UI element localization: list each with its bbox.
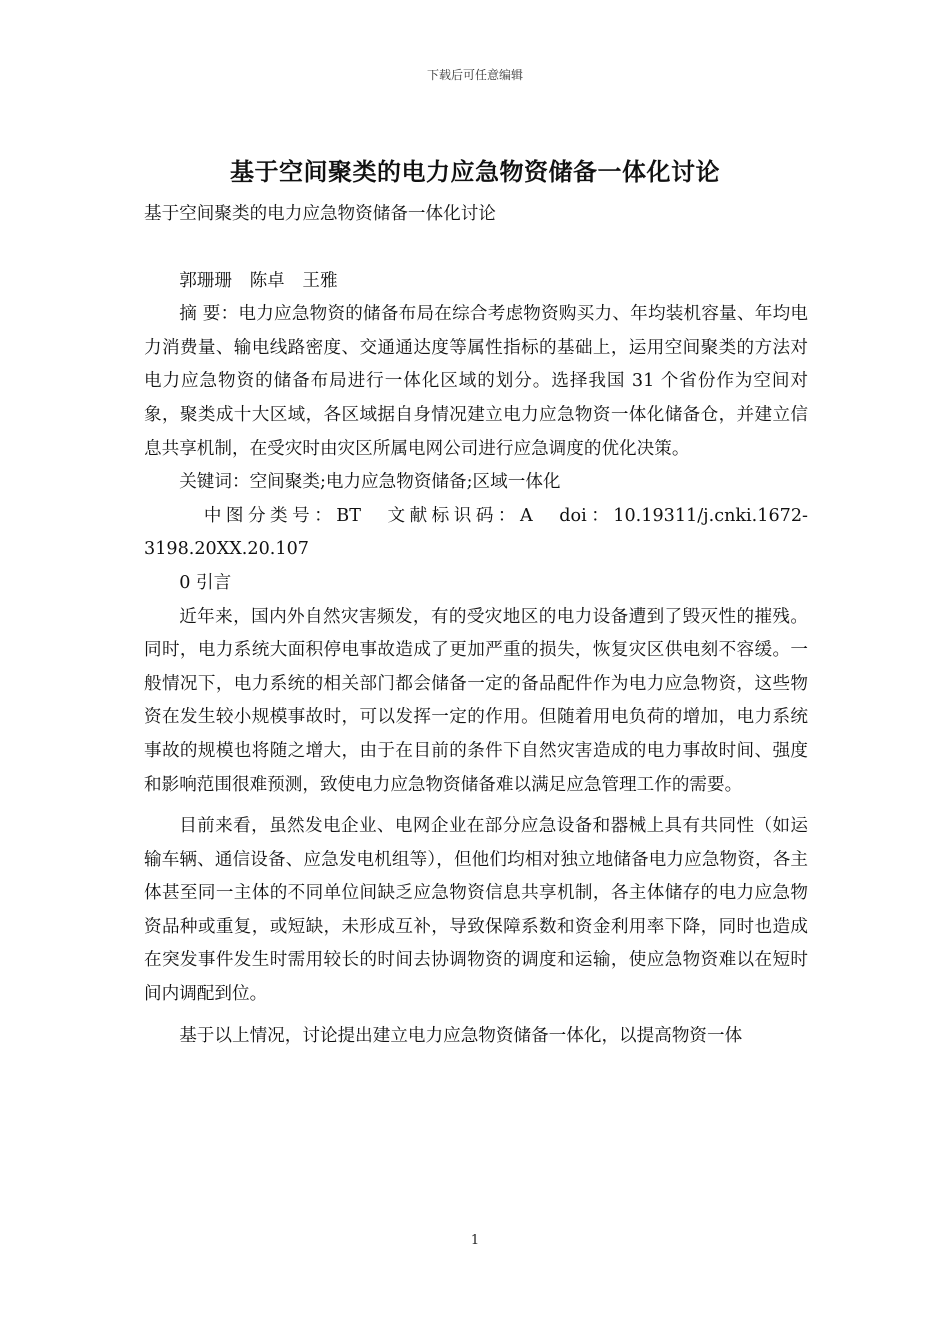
authors: 郭珊珊 陈卓 王雅 [179,270,338,291]
body-paragraph: 基于以上情况，讨论提出建立电力应急物资储备一体化，以提高物资一体 [179,1025,743,1046]
header-note: 下载后可任意编辑 [426,68,523,82]
page-number: 1 [470,1233,480,1248]
keywords: 关键词：空间聚类;电力应急物资储备;区域一体化 [179,472,561,493]
abstract: 摘 要：电力应急物资的储备布局在综合考虑物资购买力、年均装机容量、年均电力消费量、输电线路密度、交通通达度等属性指标的基础上，运用空间聚类的方法对电力应急物资的储备布局进行一体化区域的划分。选择我国 31 个省份作为空间对象，聚类成十大区域，各区域据自身情况建立电力应急物资一体化储备仓，并建立信息共享机制，在受灾时由灾区所属电网公司进行应急调度的优化决策。 [144,304,808,459]
blank-line [144,232,808,265]
document-body [144,198,808,1053]
body-paragraph: 目前来看，虽然发电企业、电网企业在部分应急设备和器械上具有共同性（如运输车辆、通信设备、应急发电机组等），但他们均相对独立地储备电力应急物资，各主体甚至同一主体的不同单位间缺乏应急物资信息共享机制，各主体储存的电力应急物资品种或重复，或短缺，未形成互补，导致保障系数和资金利用率下降，同时也造成在突发事件发生时需用较长的时间去协调物资的调度和运输，使应急物资难以在短时间内调配到位。 [144,816,808,1005]
classification-line: 中图分类号：BT 文献标识码：A doi：10.19311/j.cnki.1672-3198.20XX.20.107 [144,505,808,560]
body-paragraph: 近年来，国内外自然灾害频发，有的受灾地区的电力设备遭到了毁灭性的摧残。同时，电力系统大面积停电事故造成了更加严重的损失，恢复灾区供电刻不容缓。一般情况下，电力系统的相关部门都会储备一定的备品配件作为电力应急物资，这些物资在发生较小规模事故时，可以发挥一定的作用。但随着用电负荷的增加，电力系统事故的规模也将随之增大，由于在目前的条件下自然灾害造成的电力事故时间、强度和影响范围很难预测，致使电力应急物资储备难以满足应急管理工作的需要。 [144,606,808,795]
document-subtitle: 基于空间聚类的电力应急物资储备一体化讨论 [144,204,496,224]
section-heading: 0 引言 [179,572,232,593]
document-title: 基于空间聚类的电力应急物资储备一体化讨论 [230,158,720,186]
